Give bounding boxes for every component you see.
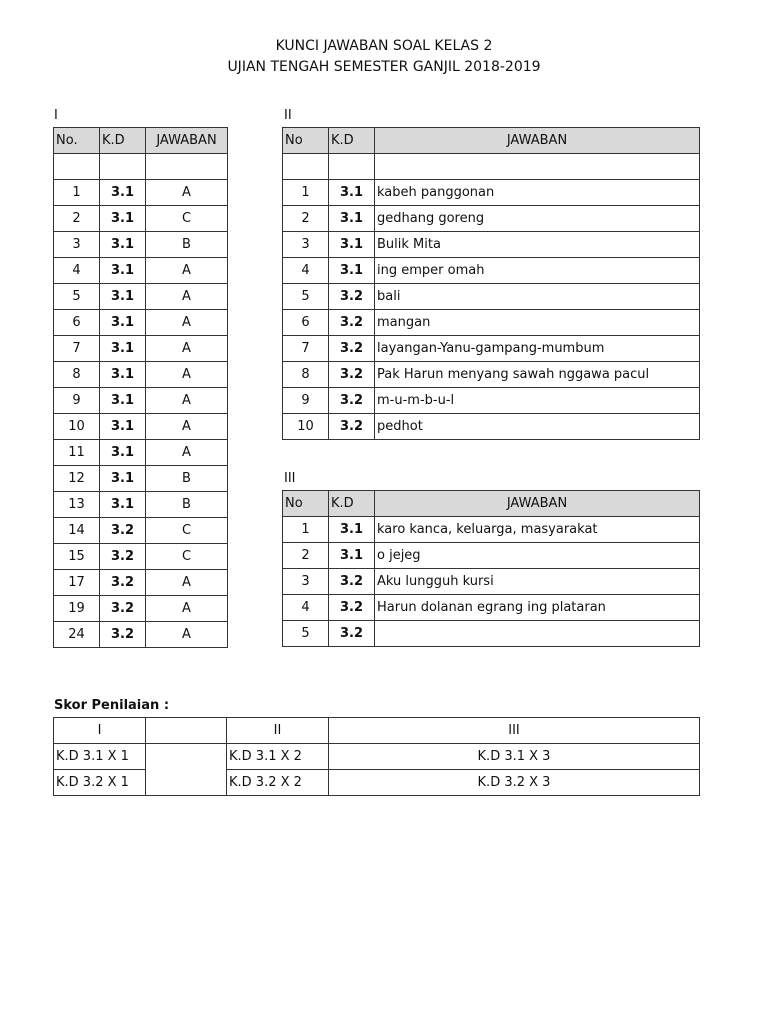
row-answer: B [146,466,228,492]
row-answer: A [146,284,228,310]
table-row [283,310,700,336]
row-answer: A [146,180,228,206]
row-answer: mangan [375,310,700,336]
row-number: 6 [54,310,100,336]
score-header-2: II [227,718,329,744]
row-answer: karo kanca, keluarga, masyarakat [375,517,700,543]
row-number [54,154,100,180]
row-kd: 3.2 [329,414,375,440]
score-header-blank [146,718,227,744]
row-kd: 3.1 [100,492,146,518]
row-answer [146,154,228,180]
table-row [283,180,700,206]
table-row [54,440,228,466]
row-kd: 3.1 [100,284,146,310]
row-number: 9 [283,388,329,414]
row-answer: Bulik Mita [375,232,700,258]
row-number: 13 [54,492,100,518]
table-row [54,570,228,596]
table-row [54,362,228,388]
table-row [283,284,700,310]
table-row [283,154,700,180]
row-kd: 3.2 [100,518,146,544]
row-kd: 3.2 [329,310,375,336]
row-answer: bali [375,284,700,310]
table-row [283,543,700,569]
column-header: K.D [329,491,375,517]
row-kd: 3.1 [100,258,146,284]
column-header: K.D [100,128,146,154]
table-row [54,232,228,258]
row-answer: C [146,544,228,570]
table-row [54,284,228,310]
row-number: 15 [54,544,100,570]
row-number [283,154,329,180]
row-answer: A [146,622,228,648]
row-kd: 3.2 [329,362,375,388]
row-kd: 3.2 [100,596,146,622]
table-row [54,206,228,232]
row-answer: layangan-Yanu-gampang-mumbum [375,336,700,362]
table-row [283,336,700,362]
answer-table-1 [53,127,228,648]
row-number: 14 [54,518,100,544]
table-row [283,388,700,414]
answer-table-2 [282,127,700,440]
row-kd: 3.1 [100,388,146,414]
row-answer: B [146,492,228,518]
table-header-row [283,491,700,517]
section-1-label: I [54,108,58,123]
table-row [283,258,700,284]
row-kd: 3.2 [100,622,146,648]
table-row [283,362,700,388]
score-cell: K.D 3.1 X 2 [227,744,329,770]
row-number: 7 [283,336,329,362]
score-cell: K.D 3.1 X 3 [329,744,700,770]
score-blank-cell [146,744,227,796]
row-kd: 3.1 [329,517,375,543]
table-row [283,621,700,647]
row-kd: 3.2 [329,621,375,647]
score-header-1: I [54,718,146,744]
row-kd: 3.2 [329,336,375,362]
row-kd: 3.2 [100,570,146,596]
row-answer: kabeh panggonan [375,180,700,206]
row-answer: ing emper omah [375,258,700,284]
row-kd: 3.1 [100,440,146,466]
table-row [283,414,700,440]
row-kd: 3.1 [100,414,146,440]
row-number: 4 [54,258,100,284]
row-number: 2 [283,206,329,232]
row-kd: 3.2 [329,569,375,595]
row-number: 3 [283,569,329,595]
row-number: 5 [283,284,329,310]
row-answer: C [146,518,228,544]
table-row [54,336,228,362]
row-kd: 3.1 [329,180,375,206]
row-answer [375,154,700,180]
row-answer: A [146,414,228,440]
table-row [283,232,700,258]
row-kd: 3.1 [329,232,375,258]
row-number: 4 [283,595,329,621]
table-row [54,466,228,492]
table-row [54,544,228,570]
row-kd: 3.2 [329,388,375,414]
row-kd [329,154,375,180]
row-kd: 3.2 [329,284,375,310]
row-kd: 3.1 [100,336,146,362]
table-row [54,180,228,206]
row-kd [100,154,146,180]
row-number: 10 [283,414,329,440]
row-number: 11 [54,440,100,466]
row-answer: A [146,388,228,414]
row-number: 17 [54,570,100,596]
row-kd: 3.1 [329,543,375,569]
row-answer: pedhot [375,414,700,440]
row-kd: 3.1 [100,232,146,258]
row-answer: m-u-m-b-u-l [375,388,700,414]
column-header: JAWABAN [375,491,700,517]
row-answer: C [146,206,228,232]
row-answer: gedhang goreng [375,206,700,232]
row-number: 6 [283,310,329,336]
score-label: Skor Penilaian : [54,698,170,713]
title-line-2: UJIAN TENGAH SEMESTER GANJIL 2018-2019 [227,59,541,75]
row-number: 12 [54,466,100,492]
row-answer: Pak Harun menyang sawah nggawa pacul [375,362,700,388]
table-row [283,206,700,232]
column-header: JAWABAN [375,128,700,154]
row-answer: A [146,570,228,596]
row-number: 24 [54,622,100,648]
row-number: 1 [54,180,100,206]
table-row [54,622,228,648]
column-header: No. [54,128,100,154]
table-header-row [54,128,228,154]
table-row [54,414,228,440]
row-number: 3 [54,232,100,258]
column-header: No [283,491,329,517]
table-row [54,518,228,544]
section-2-label: II [284,108,292,123]
row-answer: Aku lungguh kursi [375,569,700,595]
table-row [54,388,228,414]
score-cell: K.D 3.2 X 3 [329,770,700,796]
row-number: 2 [54,206,100,232]
score-cell: K.D 3.1 X 1 [54,744,146,770]
row-number: 9 [54,388,100,414]
row-number: 1 [283,180,329,206]
row-number: 2 [283,543,329,569]
row-kd: 3.1 [100,180,146,206]
table-row [54,492,228,518]
title-line-1: KUNCI JAWABAN SOAL KELAS 2 [275,38,493,54]
row-answer: A [146,362,228,388]
row-kd: 3.1 [329,206,375,232]
row-answer: A [146,596,228,622]
table-row [54,154,228,180]
column-header: K.D [329,128,375,154]
row-number: 7 [54,336,100,362]
row-number: 8 [54,362,100,388]
table-row [283,595,700,621]
score-cell: K.D 3.2 X 2 [227,770,329,796]
row-number: 19 [54,596,100,622]
score-table [53,717,700,796]
column-header: JAWABAN [146,128,228,154]
row-answer: A [146,336,228,362]
row-answer [375,621,700,647]
row-number: 5 [283,621,329,647]
row-kd: 3.1 [100,466,146,492]
table-header-row [283,128,700,154]
table-row [54,596,228,622]
row-kd: 3.2 [100,544,146,570]
row-number: 10 [54,414,100,440]
row-number: 4 [283,258,329,284]
column-header: No [283,128,329,154]
score-cell: K.D 3.2 X 1 [54,770,146,796]
row-answer: A [146,258,228,284]
row-kd: 3.1 [100,310,146,336]
table-row [283,517,700,543]
answer-table-3 [282,490,700,647]
row-kd: 3.2 [329,595,375,621]
row-kd: 3.1 [100,362,146,388]
table-row [283,569,700,595]
row-number: 1 [283,517,329,543]
table-row [54,258,228,284]
row-answer: B [146,232,228,258]
row-number: 5 [54,284,100,310]
score-header-3: III [329,718,700,744]
table-row [54,310,228,336]
row-answer: A [146,440,228,466]
row-number: 8 [283,362,329,388]
row-kd: 3.1 [100,206,146,232]
section-3-label: III [284,471,296,486]
row-answer: o jejeg [375,543,700,569]
row-number: 3 [283,232,329,258]
row-answer: Harun dolanan egrang ing plataran [375,595,700,621]
row-kd: 3.1 [329,258,375,284]
row-answer: A [146,310,228,336]
